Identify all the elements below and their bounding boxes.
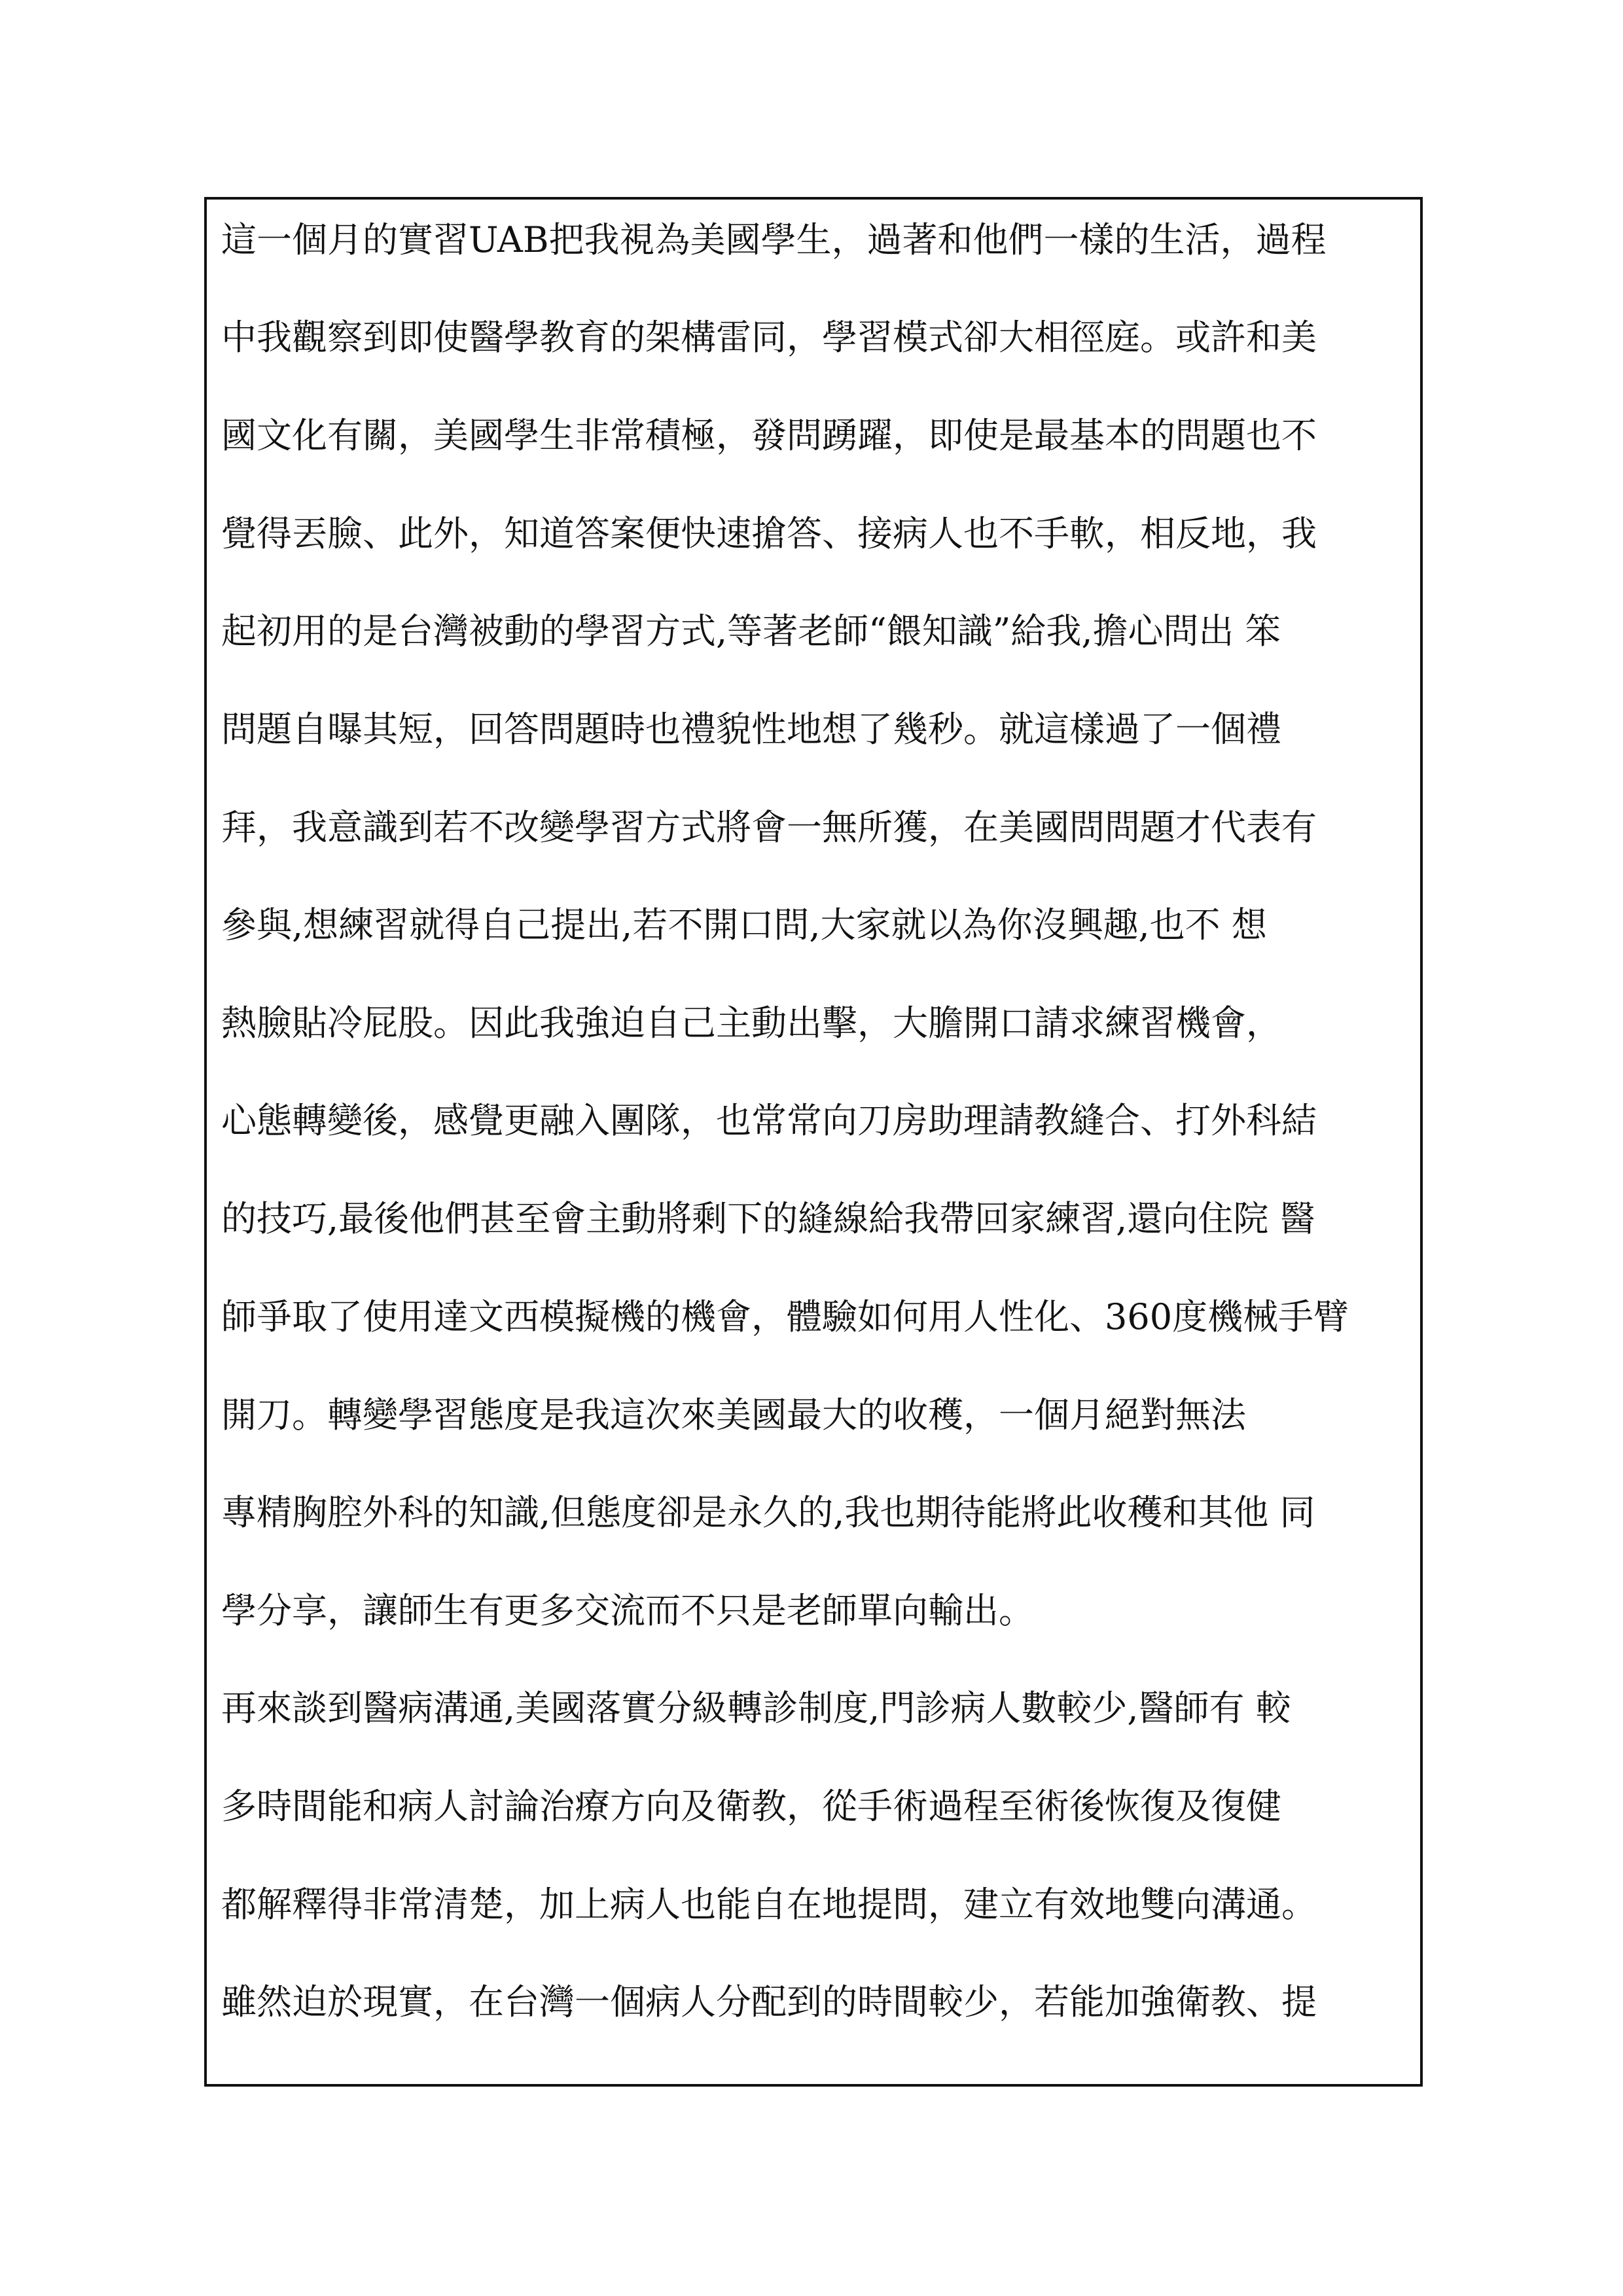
essay-body [221,200,1406,2084]
text-frame [204,197,1423,2087]
text-line: 覺得丟臉、此外，知道答案便快速搶答、接病人也不手軟，相反地，我 [221,513,1317,554]
text-line: 中我觀察到即使醫學教育的架構雷同，學習模式卻大相徑庭。或許和美 [221,317,1317,358]
text-line: 的技巧,最後他們甚至會主動將剩下的縫線給我帶回家練習,還向住院 醫 [221,1198,1315,1239]
text-line: 問題自曝其短，回答問題時也禮貌性地想了幾秒。就這樣過了一個禮 [221,709,1281,750]
text-line: 專精胸腔外科的知識,但態度卻是永久的,我也期待能將此收穫和其他 同 [221,1492,1315,1533]
text-line: 國文化有關，美國學生非常積極，發問踴躍，即使是最基本的問題也不 [221,415,1317,456]
text-line: 雖然迫於現實，在台灣一個病人分配到的時間較少，若能加強衛教、提 [221,1981,1317,2022]
text-line: 師爭取了使用達文西模擬機的機會，體驗如何用人性化、360度機械手臂 [221,1296,1349,1337]
text-line: 都解釋得非常清楚，加上病人也能自在地提問，建立有效地雙向溝通。 [221,1884,1317,1925]
text-line: 開刀。轉變學習態度是我這次來美國最大的收穫，一個月絕對無法 [221,1394,1246,1436]
text-line: 學分享，讓師生有更多交流而不只是老師單向輸出。 [221,1590,1034,1631]
text-line: 起初用的是台灣被動的學習方式,等著老師“餵知識”給我,擔心問出 笨 [221,610,1281,652]
text-line: 心態轉變後，感覺更融入團隊，也常常向刀房助理請教縫合、打外科結 [221,1100,1317,1141]
text-line: 參與,想練習就得自己提出,若不開口問,大家就以為你沒興趣,也不 想 [221,904,1267,945]
text-line: 拜，我意識到若不改變學習方式將會一無所獲，在美國問問題才代表有 [221,807,1317,848]
text-line: 熱臉貼冷屁股。因此我強迫自己主動出擊，大膽開口請求練習機會， [221,1002,1281,1044]
text-line: 這一個月的實習UAB把我視為美國學生，過著和他們一樣的生活，過程 [221,219,1327,260]
text-line: 多時間能和病人討論治療方向及衛教，從手術過程至術後恢復及復健 [221,1786,1281,1827]
text-line: 再來談到醫病溝通,美國落實分級轉診制度,門診病人數較少,醫師有 較 [221,1687,1291,1729]
